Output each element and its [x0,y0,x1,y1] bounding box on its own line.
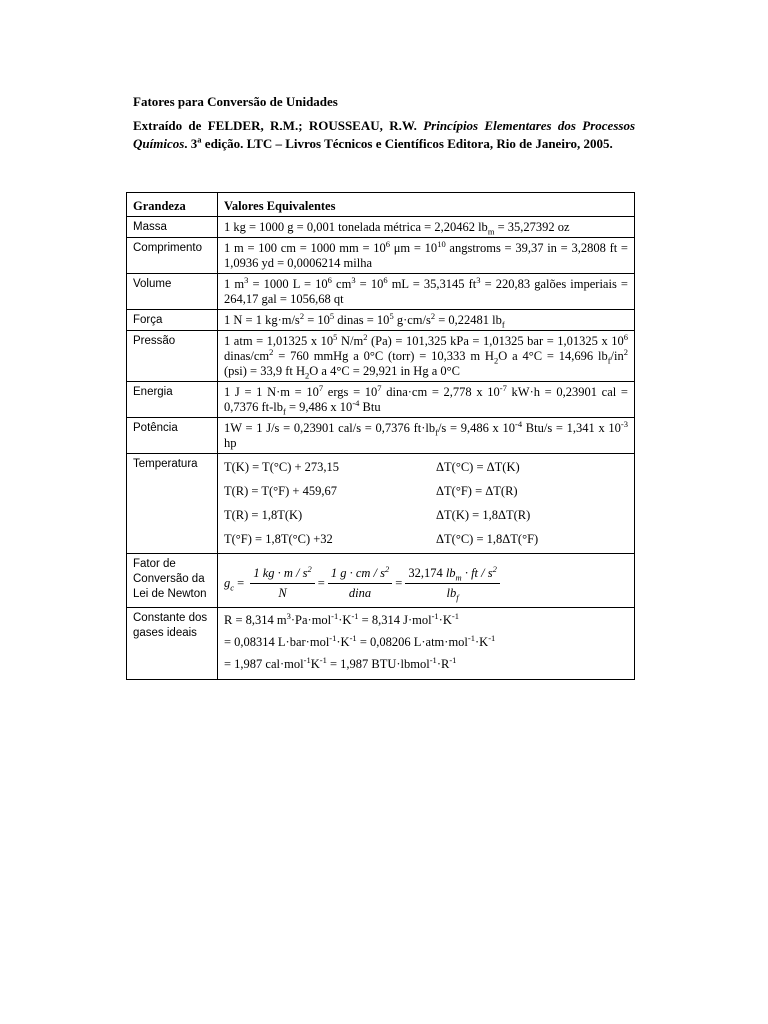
header-grandeza: Grandeza [127,193,218,217]
row-label-temperatura: Temperatura [127,454,218,554]
table-row-forca [127,310,635,331]
table-row-pressao [127,331,635,382]
citation-edition-sup: a [197,134,202,145]
row-value-massa: 1 kg = 1000 g = 0,001 tonelada métrica = 2,20462 $lb_m = 35,27392$ oz [218,217,635,238]
temp-eq-8: ΔT(°C) = 1,8ΔT(°F) [436,532,539,546]
row-label-volume: Volume [127,274,218,310]
table-row-gases [127,608,635,680]
newton-formula: $g_c$ = $\frac{1 kg \cdot m / s^2}{N}$ = $\frac{1 g \cdot cm / s^2}{\text{dina}}$ = $\frac{32,174 lb_m \cdot ft / s^2}{lb_f}$ [224,561,628,605]
row-label-gases: Constante dos gases ideais [127,608,218,680]
table-row-massa [127,217,635,238]
row-value-gases [218,608,635,680]
row-value-potencia: 1W = 1 J/s = 0,23901 cal/s = 0,7376 $ft\cdot lb_f/s = 9,486$ x $10^{-4}$ Btu/s = 1,341 x $10^{-3}$ hp [218,418,635,454]
row-value-forca: 1 N = 1 $kg\cdot m/s^2 = 10^5$ dinas = $10^5$ $g\cdot cm/s^2 = 0,22481$ $lb_f$ [218,310,635,331]
row-value-pressao: 1 atm = 1,01325 x $10^5$ $N/m^2$ (Pa) = 101,325 kPa = 1,01325 bar = 1,01325 x $10^6$ dinas/$cm^2 = 760$ mmHg a 0°C (torr) = 10,333 m $H_2O$ a 4°C = 14,696 $lb_f/in^2$ (psi) = 33,9 ft $H_2O$ a 4°C = 29,921 in Hg a 0°C [218,331,635,382]
citation-prefix: Extraído de FELDER, R.M.; ROUSSEAU, R.W. [133,118,424,133]
citation-suffix-b: edição. LTC – Livros Técnicos e Científicos Editora, Rio de Janeiro, 2005. [201,136,613,151]
temp-eq-6: ΔT(K) = 1,8ΔT(R) [436,508,531,522]
row-label-pressao: Pressão [127,331,218,382]
table-header-row [127,193,635,217]
row-value-energia: 1 J = 1 $N\cdot m = 10^7$ ergs = $10^7$ dina·cm = 2,778 x $10^{-7}$ kW·h = 0,23901 cal = 0,7376 $ft-lb_f = 9,486$ x $10^{-4}$ Btu [218,382,635,418]
table-row-newton [127,554,635,608]
row-label-comprimento: Comprimento [127,238,218,274]
row-label-massa: Massa [127,217,218,238]
temp-eq-4: ΔT(°F) = ΔT(R) [436,484,518,498]
table-row-volume [127,274,635,310]
row-value-newton [218,554,635,608]
temp-eq-7: T(°F) = 1,8T(°C) +32 [224,532,333,546]
row-value-temperatura [218,454,635,554]
gas-constant-line-1: R = 8,314 $m^3\cdot Pa\cdot mol^{-1}\cdot K^{-1} = 8,314$ $J\cdot mol^{-1}\cdot K^{-1}$ [224,610,459,627]
table-row-comprimento [127,238,635,274]
gas-constant-line-3: = 1,987 $cal\cdot mol^{-1}K^{-1} = 1,987$ $BTU\cdot lbmol^{-1}\cdot R^{-1}$ [224,654,457,671]
row-label-newton: Fator de Conversão da Lei de Newton [127,554,218,608]
row-value-comprimento: 1 m = 100 cm = 1000 mm = $10^6$ $\mu m = 10^{10}$ angstroms = 39,37 in = 3,2808 ft = 1,0936 yd = 0,0006214 milha [218,238,635,274]
row-label-energia: Energia [127,382,218,418]
temp-eq-5: T(R) = 1,8T(K) [224,508,303,522]
citation-book-title: Princípios Elementares dos Processos Químicos [133,118,635,151]
temp-eq-1: T(K) = T(°C) + 273,15 [224,460,340,474]
temp-eq-2: ΔT(°C) = ΔT(K) [436,460,520,474]
conversion-table [126,192,635,680]
header-valores: Valores Equivalentes [218,193,635,217]
temp-eq-3: T(R) = T(°F) + 459,67 [224,484,337,498]
row-value-volume: 1 $m^3 = 1000$ $L = 10^6$ $cm^3 = 10^6$ mL = 35,3145 $ft^3 = 220,83$ galões imperiais = 264,17 gal = 1056,68 qt [218,274,635,310]
row-label-potencia: Potência [127,418,218,454]
gas-constant-line-2: = 0,08314 $L\cdot bar\cdot mol^{-1}\cdot K^{-1} = 0,08206$ $L\cdot atm\cdot mol^{-1}\cdot K^{-1}$ [224,632,496,649]
row-label-forca: Força [127,310,218,331]
table-row-potencia [127,418,635,454]
citation-suffix-a: . 3 [184,136,198,151]
table-row-temperatura [127,454,635,554]
citation [133,117,635,153]
table-row-energia [127,382,635,418]
page-title: Fatores para Conversão de Unidades [133,94,338,109]
